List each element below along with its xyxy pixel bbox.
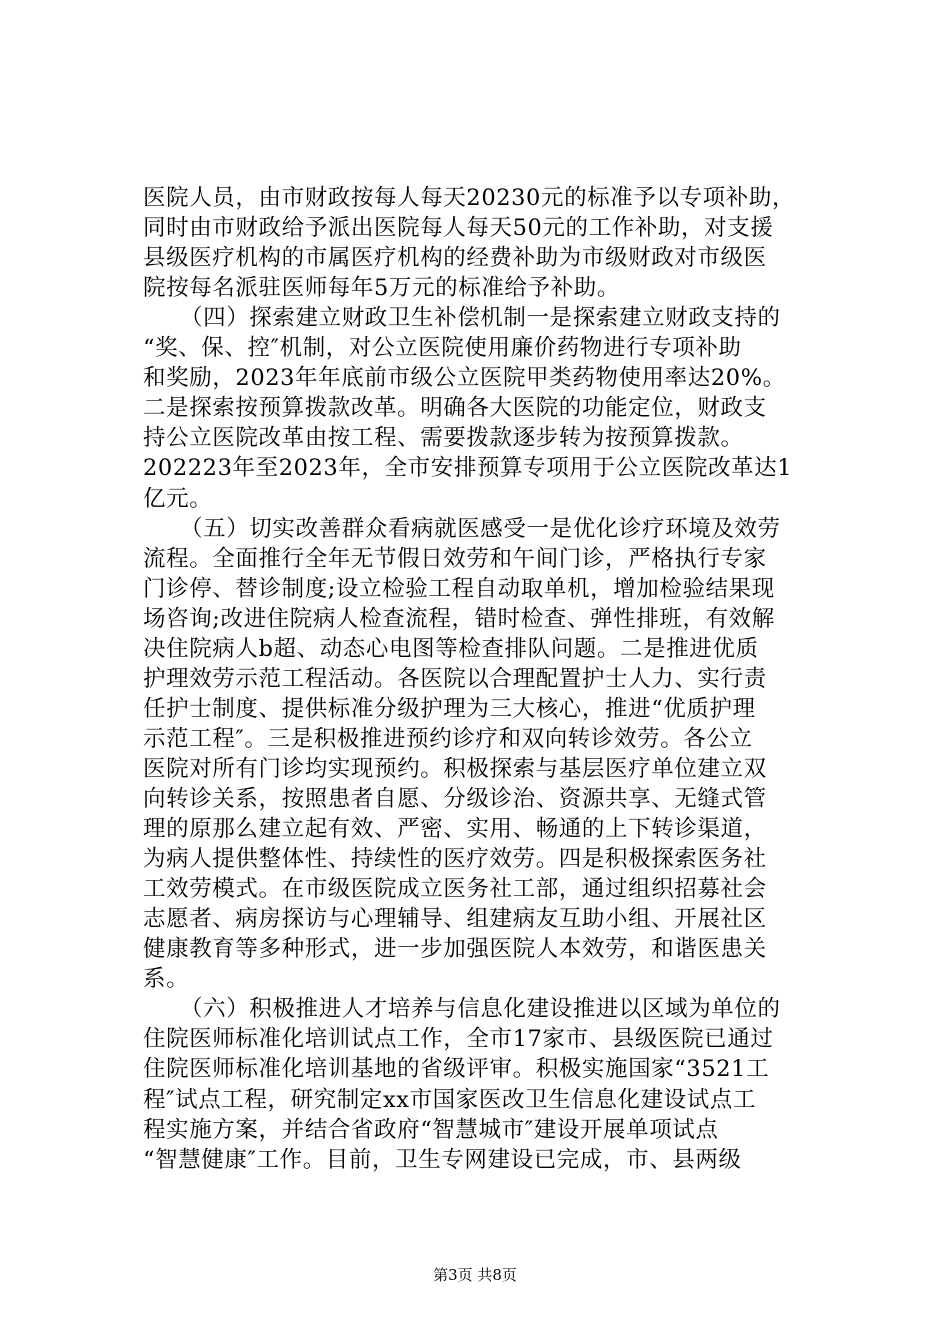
text-line: 门诊停、替诊制度;设立检验工程自动取单机，增加检验结果现 xyxy=(143,575,775,602)
paragraph-first-line: （六）积极推进人才培养与信息化建设推进以区域为单位的 xyxy=(180,996,781,1023)
text-line: 决住院病人b超、动态心电图等检查排队问题。二是推进优质 xyxy=(143,635,759,662)
text-line: 程″试点工程，研究制定xx市国家医改卫生信息化建设试点工 xyxy=(143,1086,757,1113)
paragraph-first-line: （四）探索建立财政卫生补偿机制一是探索建立财政支持的 xyxy=(180,305,781,332)
text-line: 为病人提供整体性、持续性的医疗效劳。四是积极探索医务社 xyxy=(143,846,767,873)
text-line: 健康教育等多种形式，进一步加强医院人本效劳，和谐医患关 xyxy=(143,936,767,963)
text-line: 任护士制度、提供标准分级护理为三大核心，推进“优质护理 xyxy=(143,695,756,722)
text-line: 工效劳模式。在市级医院成立医务社工部，通过组织招募社会 xyxy=(143,876,767,903)
text-line: 医院人员，由市财政按每人每天20230元的标准予以专项补助， xyxy=(143,185,796,211)
text-line: 住院医师标准化培训试点工作，全市17家市、县级医院已通过 xyxy=(143,1026,774,1053)
text-line: 护理效劳示范工程活动。各医院以合理配置护士人力、实行责 xyxy=(143,665,767,692)
text-line: 医院对所有门诊均实现预约。积极探索与基层医疗单位建立双 xyxy=(143,755,767,782)
text-line: 县级医疗机构的市属医疗机构的经费补助为市级财政对市级医 xyxy=(143,245,767,272)
text-line: 场咨询;改进住院病人检查流程，错时检查、弹性排班，有效解 xyxy=(143,605,775,632)
text-line: 和奖励，2023年年底前市级公立医院甲类药物使用率达20%。 xyxy=(143,365,786,392)
page-footer: 第3页 共8页 xyxy=(433,1266,517,1284)
text-line: 住院医师标准化培训基地的省级评审。积极实施国家“3521工 xyxy=(143,1056,770,1083)
text-line: 持公立医院改革由按工程、需要拨款逐步转为按预算拨款。 xyxy=(143,425,744,452)
text-line: 202223年至2023年，全市安排预算专项用于公立医院改革达1 xyxy=(143,455,793,482)
text-line: “奖、保、控″机制，对公立医院使用廉价药物进行专项补助 xyxy=(143,335,742,362)
text-line: 志愿者、病房探访与心理辅导、组建病友互助小组、开展社区 xyxy=(143,906,767,933)
text-line: 亿元。 xyxy=(143,485,213,512)
text-line: 向转诊关系，按照患者自愿、分级诊治、资源共享、无缝式管 xyxy=(143,786,767,812)
text-line: 理的原那么建立起有效、严密、实用、畅通的上下转诊渠道， xyxy=(143,816,767,843)
text-line: 院按每名派驻医师每年5万元的标准给予补助。 xyxy=(143,275,620,302)
text-line: 二是探索按预算拨款改革。明确各大医院的功能定位，财政支 xyxy=(143,395,767,422)
text-line: 示范工程″。三是积极推进预约诊疗和双向转诊效劳。各公立 xyxy=(143,725,753,752)
text-line: 同时由市财政给予派出医院每人每天50元的工作补助，对支援 xyxy=(143,215,774,242)
text-line: 流程。全面推行全年无节假日效劳和午间门诊，严格执行专家 xyxy=(143,545,767,572)
text-line: 系。 xyxy=(143,966,190,993)
text-line: 程实施方案，并结合省政府“智慧城市″建设开展单项试点 xyxy=(143,1116,719,1143)
paragraph-first-line: （五）切实改善群众看病就医感受一是优化诊疗环境及效劳 xyxy=(180,515,781,542)
text-line: “智慧健康″工作。目前，卫生专网建设已完成，市、县两级 xyxy=(143,1146,742,1173)
